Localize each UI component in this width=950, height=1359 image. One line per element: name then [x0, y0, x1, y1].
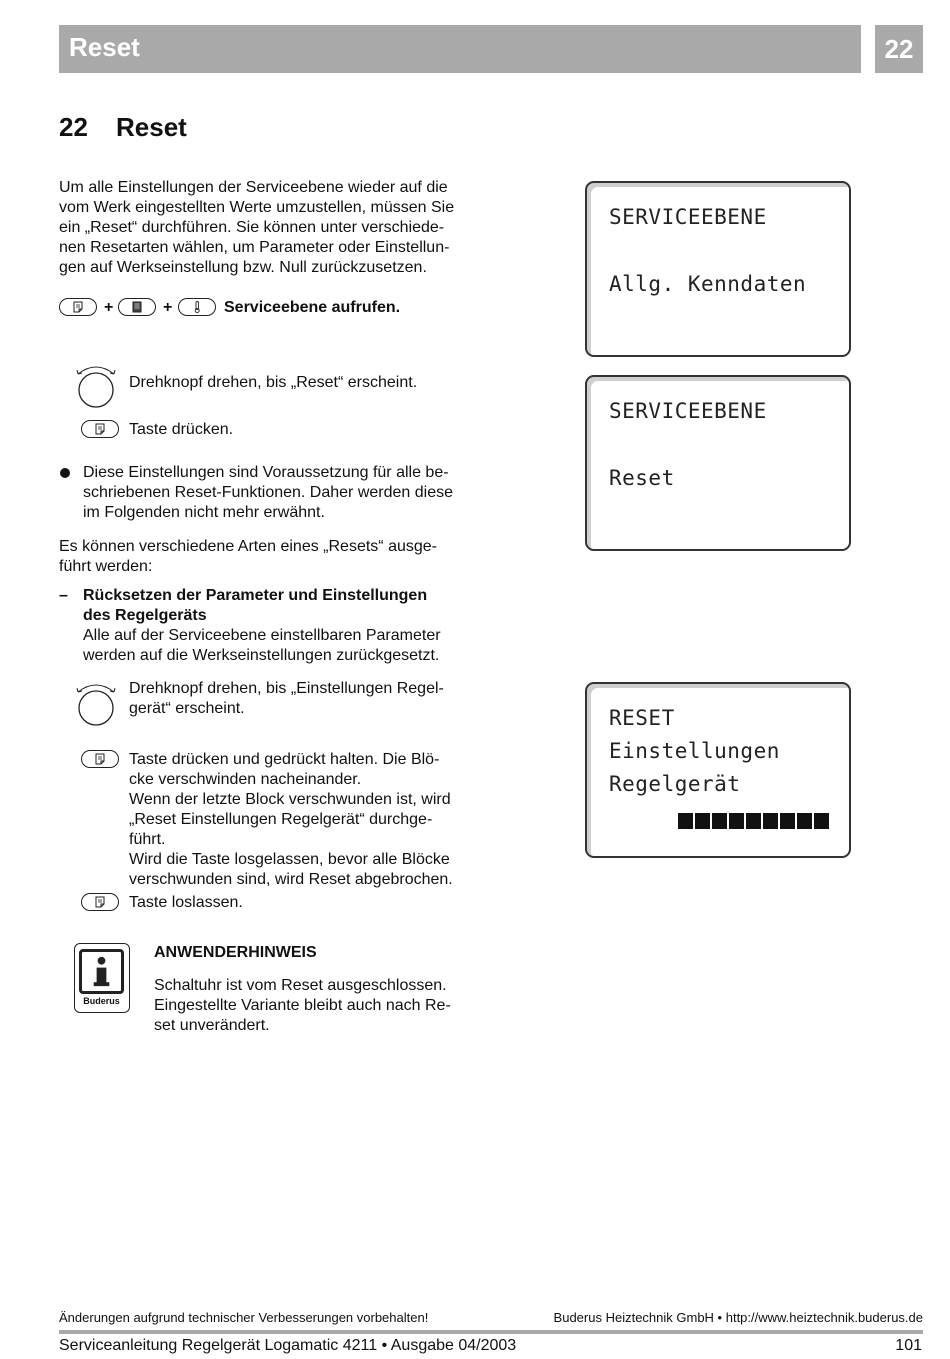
page-number: 101 — [895, 1337, 922, 1354]
bullet-line: im Folgenden nicht mehr erwähnt. — [83, 504, 325, 521]
note-text — [154, 976, 474, 1036]
progress-block — [797, 813, 812, 829]
plus-sign: + — [104, 299, 114, 316]
info-logo — [74, 943, 130, 1013]
progress-block — [780, 813, 795, 829]
step-line: Drehknopf drehen, bis „Einstellungen Regel- — [129, 680, 444, 697]
lcd-line: Reset — [609, 466, 675, 490]
progress-block — [763, 813, 778, 829]
step-line: führt. — [129, 831, 166, 848]
page-title — [59, 112, 187, 143]
step-line: „Reset Einstellungen Regelgerät“ durchge- — [129, 811, 433, 828]
dash-item-title-line: des Regelgeräts — [83, 607, 207, 624]
logo-text: Buderus — [83, 996, 120, 1006]
intro-line: vom Werk eingestellten Werte umzustellen, müssen Sie — [59, 199, 455, 216]
menu-key-icon — [81, 750, 119, 768]
progress-block — [695, 813, 710, 829]
intro-line: Um alle Einstellungen der Serviceebene wieder auf die — [59, 179, 448, 196]
heading-number: 22 — [59, 112, 88, 142]
bullet-line: Diese Einstellungen sind Voraussetzung für alle be- — [83, 464, 449, 481]
intro-line: ein „Reset“ durchführen. Sie können unter verschiede- — [59, 219, 445, 236]
header-bar — [59, 25, 861, 73]
lcd-line: Einstellungen — [609, 739, 780, 763]
bullet-line: schriebenen Reset-Funktionen. Daher werden diese — [83, 484, 453, 501]
footer-doc-title: Serviceanleitung Regelgerät Logamatic 4211 • Ausgabe 04/2003 — [59, 1337, 517, 1354]
lcd-display — [585, 682, 851, 858]
types-intro — [59, 537, 479, 577]
dash-item — [83, 586, 483, 666]
step-line: Wird die Taste losgelassen, bevor alle Blöcke — [129, 851, 450, 868]
header-title: Reset — [69, 32, 140, 62]
lcd-line: Allg. Kenndaten — [609, 272, 807, 296]
progress-block — [729, 813, 744, 829]
note-line: set unverändert. — [154, 1017, 270, 1034]
heading-title: Reset — [116, 112, 187, 142]
menu-key-icon — [81, 420, 119, 438]
display-key-icon — [118, 298, 156, 316]
menu-key-icon — [81, 893, 119, 911]
note-line: Schaltuhr ist vom Reset ausgeschlossen. — [154, 977, 447, 994]
note-line: Eingestellte Variante bleibt auch nach Re- — [154, 997, 451, 1014]
step-knob-text — [129, 679, 479, 719]
dash-item-title-line: Rücksetzen der Parameter und Einstellungen — [83, 587, 428, 604]
lcd-display — [585, 181, 851, 357]
progress-block — [678, 813, 693, 829]
rotary-knob-icon — [74, 682, 118, 726]
rotary-knob-icon — [74, 364, 118, 408]
menu-key-icon — [59, 298, 97, 316]
lcd-line: Regelgerät — [609, 772, 741, 796]
step-line: Wenn der letzte Block verschwunden ist, wird — [129, 791, 451, 808]
dash-item-text-line: Alle auf der Serviceebene einstellbaren Parameter — [83, 627, 441, 644]
bullet-dot — [60, 468, 70, 478]
progress-blocks — [678, 813, 829, 829]
lcd-display — [585, 375, 851, 551]
types-intro-line: Es können verschiedene Arten eines „Resets“ ausge- — [59, 538, 437, 555]
step-release-text: Taste loslassen. — [129, 894, 243, 911]
step-line: verschwunden sind, wird Reset abgebrochen. — [129, 871, 453, 888]
footer-company: Buderus Heiztechnik GmbH • http://www.heiztechnik.buderus.de — [553, 1310, 923, 1325]
plus-sign: + — [163, 299, 173, 316]
bullet-text — [83, 463, 483, 523]
note-title: ANWENDERHINWEIS — [154, 944, 317, 961]
header-chapter-number: 22 — [875, 25, 923, 73]
lcd-line: RESET — [609, 706, 675, 730]
step-line: Taste drücken und gedrückt halten. Die Blö- — [129, 751, 440, 768]
keycombo-label: Serviceebene aufrufen. — [224, 299, 401, 316]
dash-marker: – — [59, 587, 68, 604]
intro-line: gen auf Werkseinstellung bzw. Null zurückzusetzen. — [59, 259, 427, 276]
step-knob-text: Drehknopf drehen, bis „Reset“ erscheint. — [129, 374, 418, 391]
footer-divider — [59, 1330, 923, 1334]
lcd-line: SERVICEEBENE — [609, 205, 767, 229]
progress-block — [814, 813, 829, 829]
types-intro-line: führt werden: — [59, 558, 153, 575]
step-line: cke verschwinden nacheinander. — [129, 771, 362, 788]
step-hold-text — [129, 750, 479, 890]
info-icon — [79, 949, 124, 994]
progress-block — [746, 813, 761, 829]
step-key-text: Taste drücken. — [129, 421, 234, 438]
step-line: gerät“ erscheint. — [129, 700, 245, 717]
lcd-line: SERVICEEBENE — [609, 399, 767, 423]
intro-paragraph — [59, 178, 479, 278]
intro-line: nen Resetarten wählen, um Parameter oder Einstellun- — [59, 239, 450, 256]
thermometer-key-icon — [178, 298, 216, 316]
footer-note: Änderungen aufgrund technischer Verbesserungen vorbehalten! — [59, 1310, 429, 1325]
progress-block — [712, 813, 727, 829]
dash-item-text-line: werden auf die Werkseinstellungen zurückgesetzt. — [83, 647, 440, 664]
